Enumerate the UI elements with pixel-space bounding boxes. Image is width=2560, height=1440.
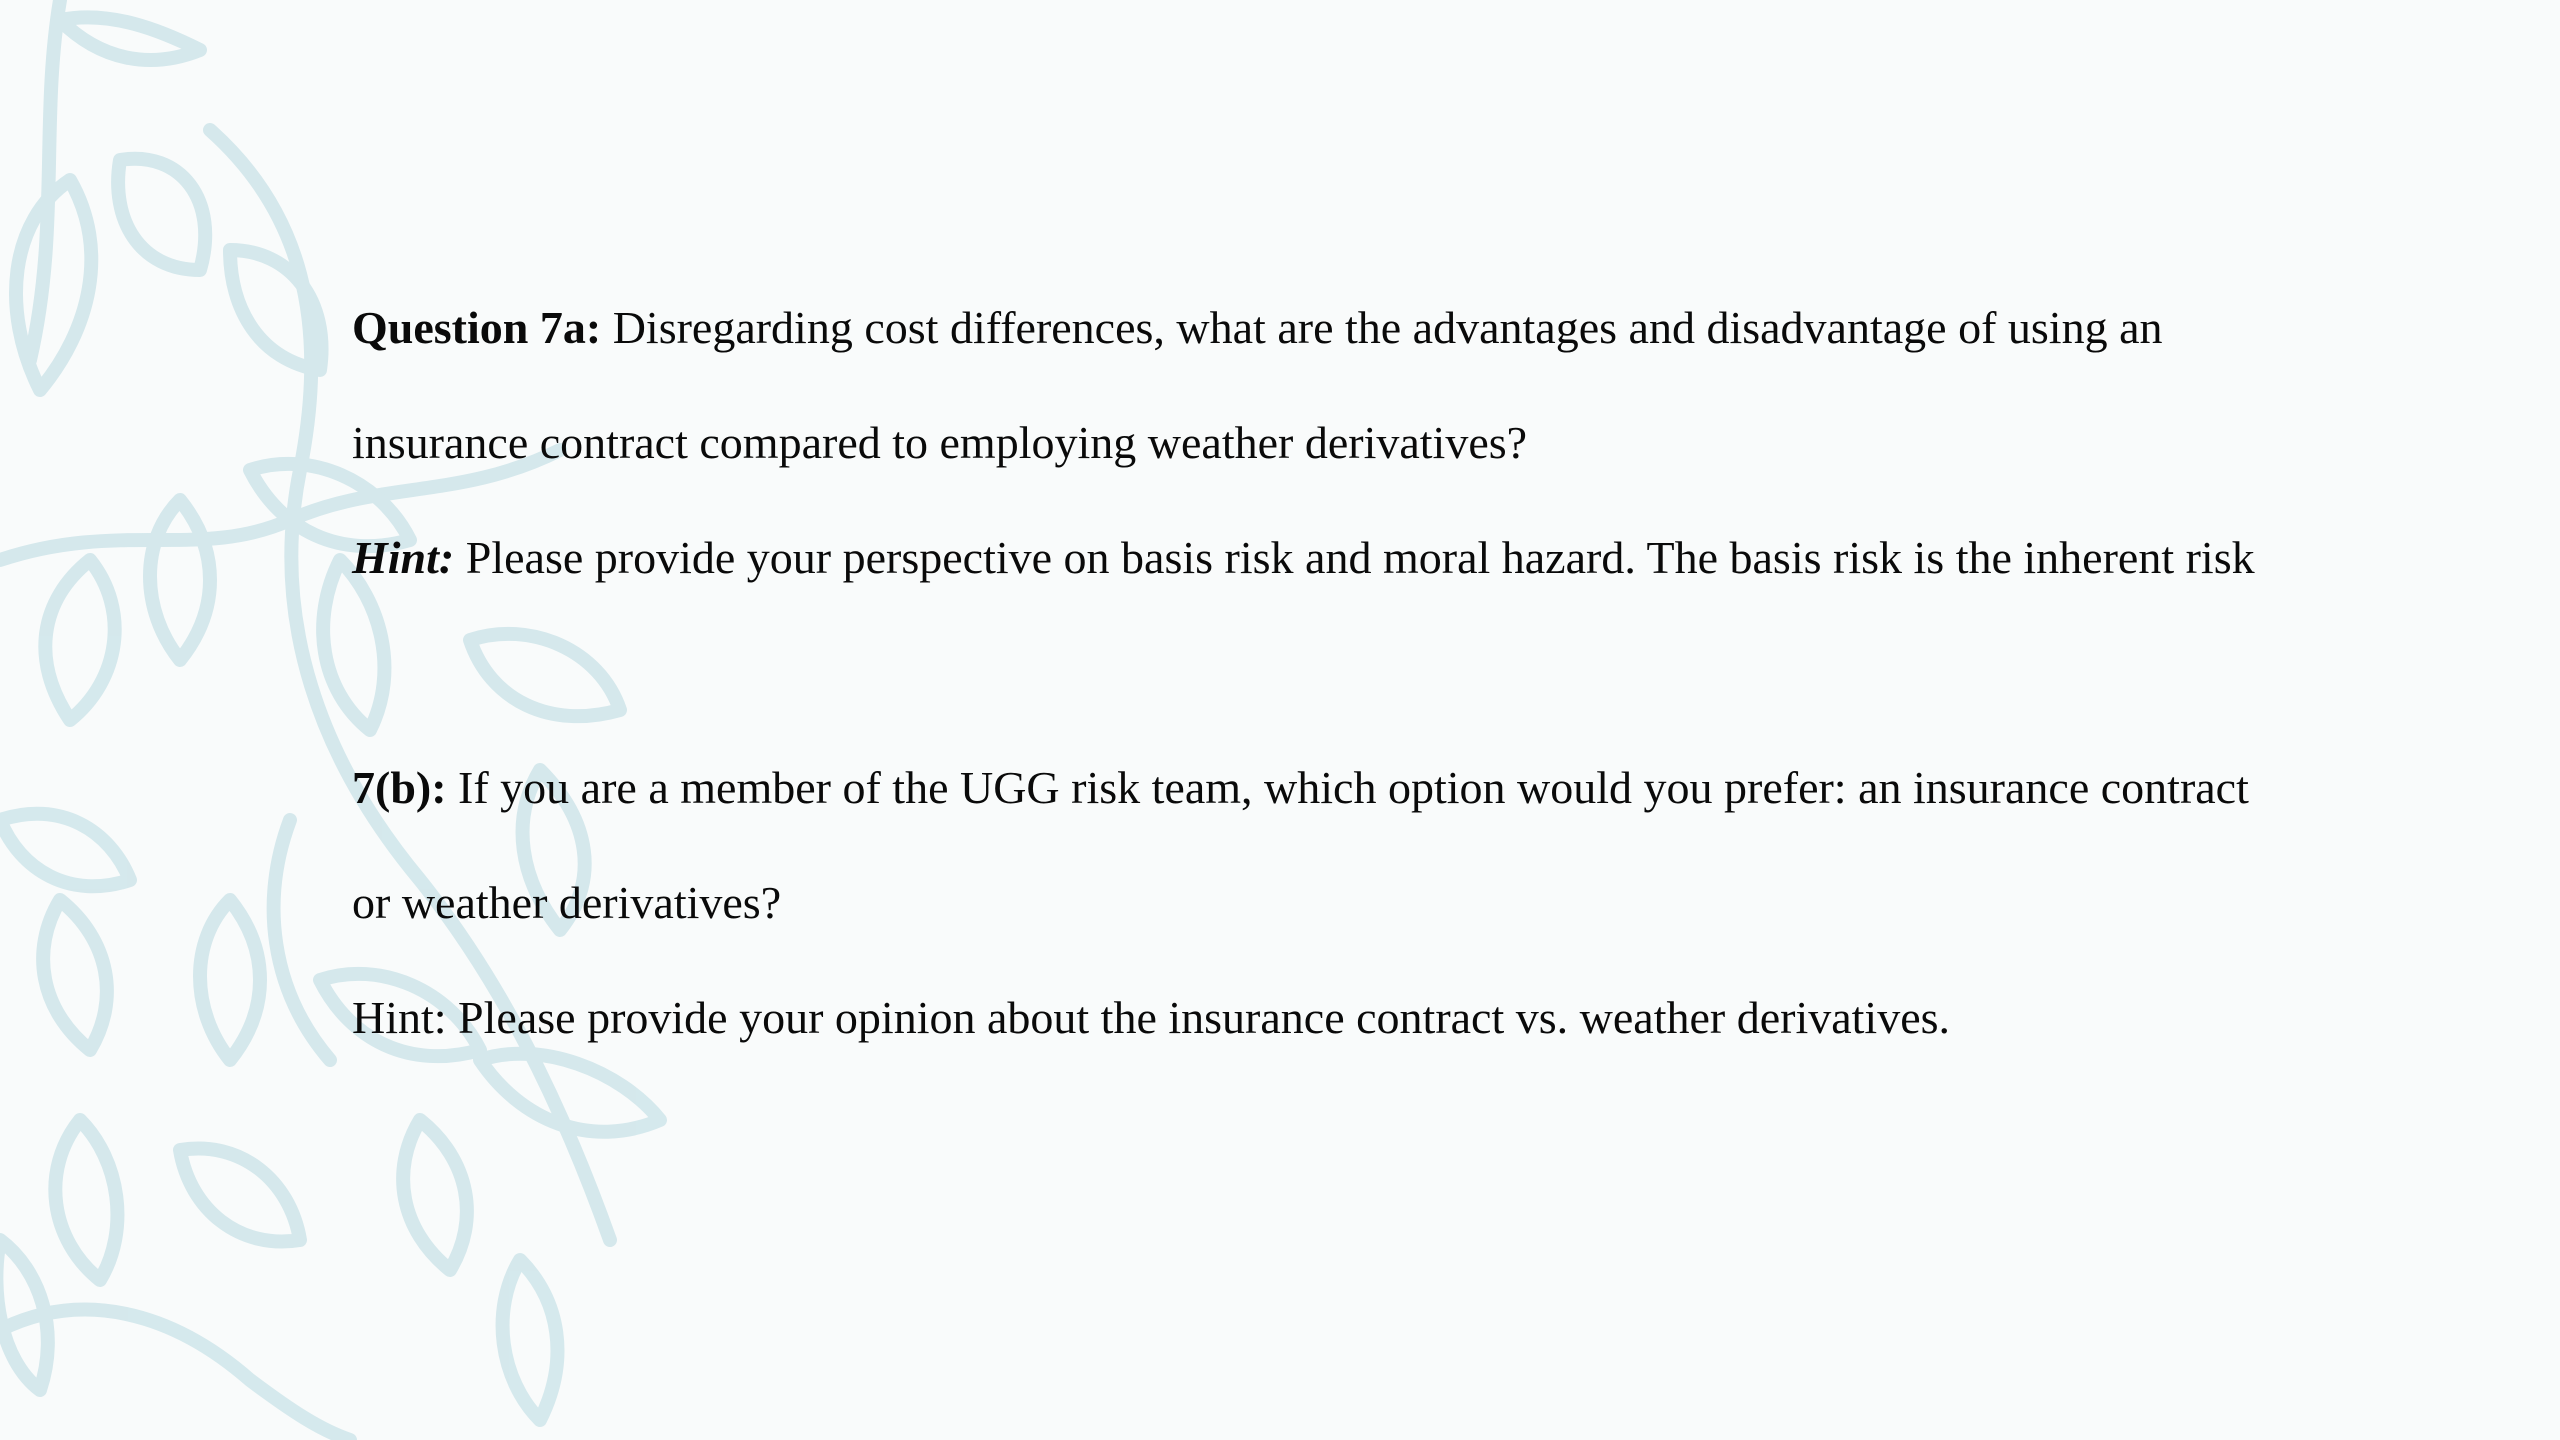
hint-7a-line [352, 500, 2452, 615]
hint-7a-text: Please provide your perspective on basis risk and moral hazard. The basis risk is the inherent risk [454, 532, 2255, 583]
question-7b-line-2: or weather derivatives? [352, 877, 782, 928]
question-7a-text-1: Disregarding cost differences, what are the advantages and disadvantage of using an [601, 302, 2163, 353]
hint-7a-label: Hint: [352, 532, 455, 583]
question-7a-line-1 [352, 270, 2452, 385]
question-7b-label: 7(b): [352, 762, 447, 813]
hint-7b-line: Hint: Please provide your opinion about the insurance contract vs. weather derivatives. [352, 992, 1951, 1043]
question-7b-line-1 [352, 730, 2452, 845]
question-7b-text-1: If you are a member of the UGG risk team, which option would you prefer: an insurance contract [446, 762, 2249, 813]
paragraph-gap [352, 615, 2452, 730]
question-7a-line-2: insurance contract compared to employing weather derivatives? [352, 417, 1528, 468]
question-7a-label: Question 7a: [352, 302, 602, 353]
slide-content [352, 270, 2452, 1075]
